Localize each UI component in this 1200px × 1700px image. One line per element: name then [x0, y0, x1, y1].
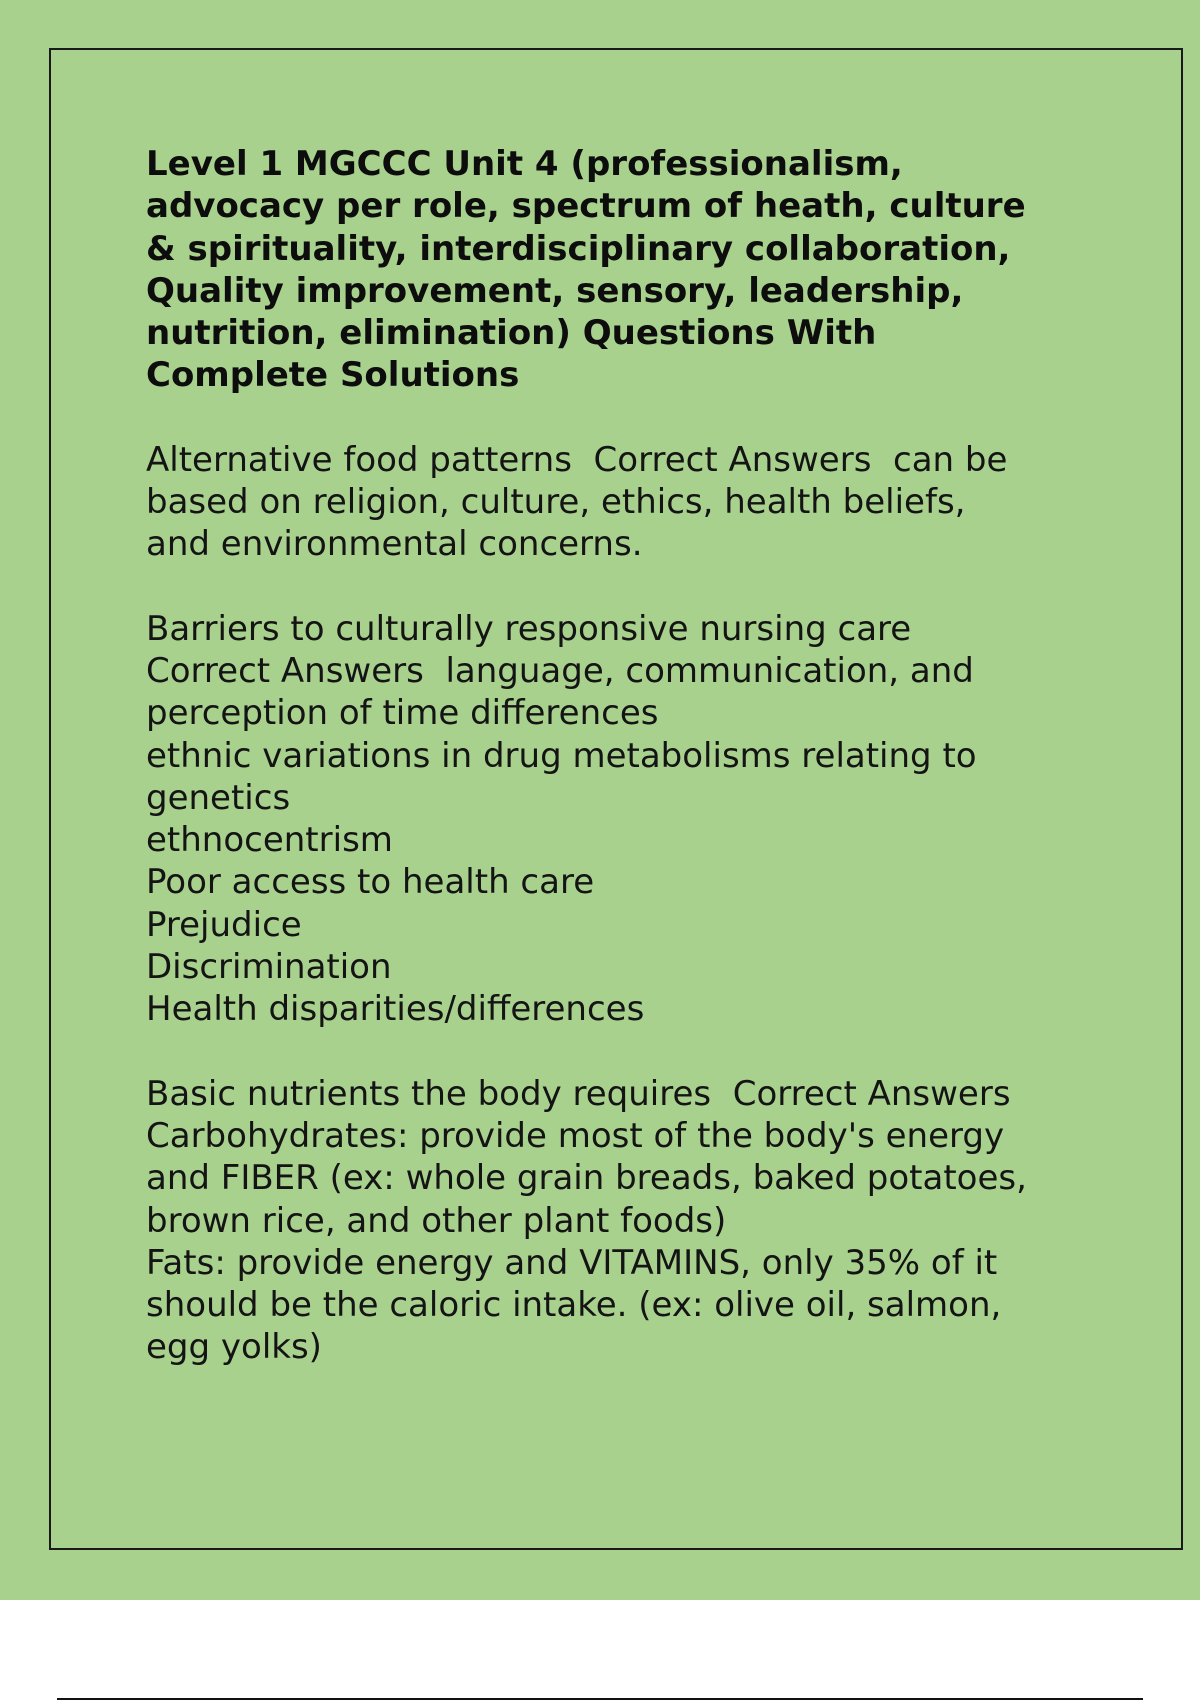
qa-line: based on religion, culture, ethics, health beliefs, — [146, 482, 966, 523]
qa-item-basic-nutrients — [146, 1073, 1106, 1369]
qa-item-alternative-food-patterns — [146, 439, 1106, 566]
qa-line: and FIBER (ex: whole grain breads, baked potatoes, — [146, 1158, 1027, 1199]
qa-line: genetics — [146, 777, 291, 818]
title-line: advocacy per role, spectrum of heath, culture — [146, 186, 1026, 227]
qa-item-barriers-to-care — [146, 608, 1106, 1031]
qa-line: ethnic variations in drug metabolisms relating to — [146, 735, 977, 776]
qa-line: brown rice, and other plant foods) — [146, 1200, 727, 1241]
title-line: & spirituality, interdisciplinary collaboration, — [146, 228, 1011, 269]
qa-line: and environmental concerns. — [146, 524, 643, 565]
qa-line: Alternative food patterns Correct Answers can be — [146, 439, 1008, 480]
title-line: Level 1 MGCCC Unit 4 (professionalism, — [146, 144, 903, 184]
qa-line: Fats: provide energy and VITAMINS, only 35% of it — [146, 1242, 998, 1283]
document-title — [146, 143, 1106, 397]
document-content — [146, 143, 1106, 1369]
qa-line: should be the caloric intake. (ex: olive oil, salmon, — [146, 1285, 1002, 1326]
qa-line: Discrimination — [146, 947, 392, 988]
qa-line: Barriers to culturally responsive nursing care — [146, 608, 912, 649]
qa-line: egg yolks) — [146, 1327, 322, 1368]
qa-line: Poor access to health care — [146, 862, 595, 903]
title-line: Quality improvement, sensory, leadership, — [146, 270, 964, 311]
qa-line: Health disparities/differences — [146, 989, 645, 1030]
qa-line: Basic nutrients the body requires Correct Answers — [146, 1073, 1011, 1114]
qa-line: Prejudice — [146, 904, 302, 945]
qa-line: ethnocentrism — [146, 820, 393, 861]
title-line: Complete Solutions — [146, 355, 520, 396]
title-line: nutrition, elimination) Questions With — [146, 313, 877, 354]
qa-line: perception of time differences — [146, 693, 659, 734]
qa-line: Carbohydrates: provide most of the body's energy — [146, 1115, 1005, 1156]
qa-line: Correct Answers language, communication, and — [146, 650, 974, 691]
